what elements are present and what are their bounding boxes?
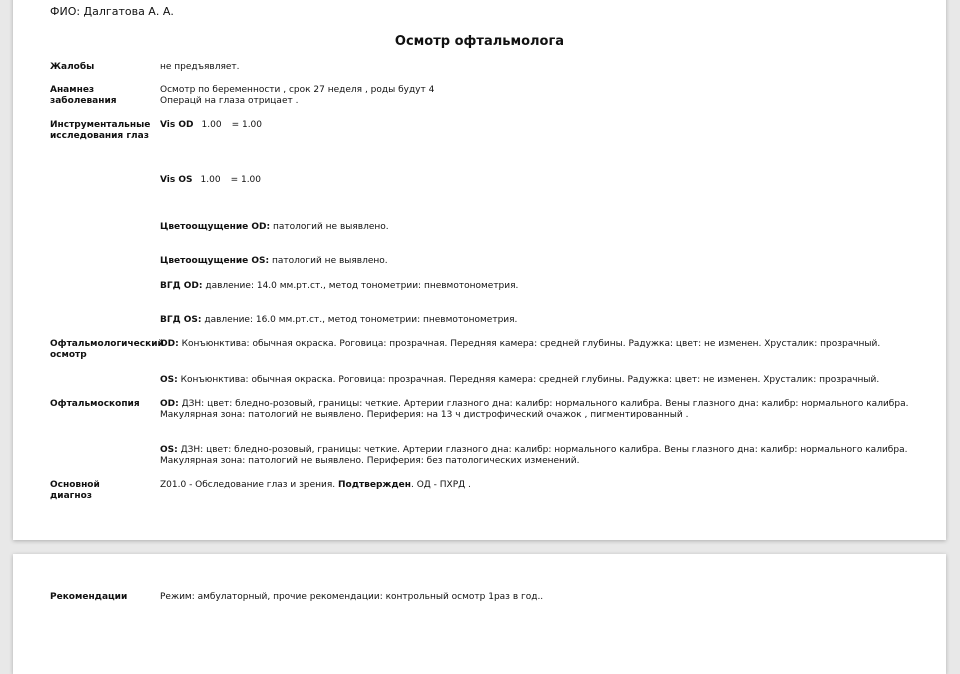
color-os — [160, 256, 920, 267]
anamnesis-line-1: Осмотр по беременности , срок 27 неделя , роды будут 4 — [160, 85, 435, 95]
ophthalmoscopy-os-line-1: ДЗН: цвет: бледно-розовый, границы: четкие. Артерии глазного дна: калибр: нормального калибра. Вены глазного дна: калибр: нормального калибра. — [180, 445, 908, 455]
ophthalmoscopy-od — [160, 399, 920, 421]
color-os-key: Цветоощущение OS: — [160, 256, 270, 266]
patient-name: ФИО: Далгатова А. А. — [50, 5, 174, 18]
vis-od-key: Vis OD — [160, 120, 194, 130]
vgd-od-value: давление: 14.0 мм.рт.ст., метод тонометрии: пневмотонометрия. — [205, 281, 519, 291]
document-page-1 — [13, 0, 946, 540]
color-od-key: Цветоощущение OD: — [160, 222, 271, 232]
vis-os — [160, 175, 920, 186]
anamnesis-value — [160, 85, 920, 107]
vis-od — [160, 120, 920, 131]
ophthalmoscopy-os — [160, 445, 920, 467]
ophthalmoscopy-od-line-2: Макулярная зона: патологий не выявлено. Периферия: на 13 ч дистрофический очажок , пигментированный . — [160, 410, 689, 420]
ophthalmoscopy-od-line-1: ДЗН: цвет: бледно-розовый, границы: четкие. Артерии глазного дна: калибр: нормального калибра. Вены глазного дна: калибр: нормального калибра. — [181, 399, 909, 409]
instrumental-label: Инструментальные исследования глаз — [50, 120, 151, 141]
vgd-os — [160, 315, 920, 326]
diagnosis-label: Основной диагноз — [50, 480, 100, 501]
document-page-2 — [13, 554, 946, 674]
ophthalmoscopy-os-line-2: Макулярная зона: патологий не выявлено. Периферия: без патологических изменений. — [160, 456, 580, 466]
exam-od-value: Конъюнктива: обычная окраска. Роговица: прозрачная. Передняя камера: средней глубины. Радужка: цвет: не изменен. Хрусталик: прозрачный. — [181, 339, 881, 349]
diagnosis-confirmed: Подтвержден — [337, 480, 411, 490]
exam-os-key: OS: — [160, 375, 178, 385]
vis-os-corrected: = 1.00 — [230, 175, 262, 185]
complaints-value: не предъявляет. — [160, 62, 240, 72]
complaints-label: Жалобы — [50, 62, 95, 72]
vgd-od-key: ВГД OD: — [160, 281, 203, 291]
vis-od-value: 1.00 — [201, 120, 222, 130]
exam-od-key: OD: — [160, 339, 179, 349]
vis-od-corrected: = 1.00 — [231, 120, 263, 130]
vgd-os-key: ВГД OS: — [160, 315, 202, 325]
color-od-value: патологий не выявлено. — [272, 222, 389, 232]
ophthalmoscopy-os-key: OS: — [160, 445, 178, 455]
vgd-os-value: давление: 16.0 мм.рт.ст., метод тонометрии: пневмотонометрия. — [204, 315, 518, 325]
recommendations-value: Режим: амбулаторный, прочие рекомендации: контрольный осмотр 1раз в год.. — [160, 592, 544, 602]
diagnosis-tail: . ОД - ПХРД . — [410, 480, 471, 490]
color-od — [160, 222, 920, 233]
color-os-value: патологий не выявлено. — [271, 256, 388, 266]
anamnesis-label: Анамнез заболевания — [50, 85, 117, 106]
diagnosis-code: Z01.0 - Обследование глаз и зрения. — [160, 480, 338, 490]
ophthalmoscopy-od-key: OD: — [160, 399, 179, 409]
ophthalmoscopy-label: Офтальмоскопия — [50, 399, 140, 409]
anamnesis-line-2: Операцй на глаза отрицает . — [160, 96, 299, 106]
exam-od — [160, 339, 920, 350]
exam-os-value: Конъюнктива: обычная окраска. Роговица: прозрачная. Передняя камера: средней глубины. Радужка: цвет: не изменен. Хрусталик: прозрачный. — [180, 375, 880, 385]
vis-os-key: Vis OS — [160, 175, 193, 185]
vgd-od — [160, 281, 920, 292]
recommendations-label: Рекомендации — [50, 592, 128, 602]
diagnosis-value — [160, 480, 920, 491]
exam-os — [160, 375, 920, 386]
vis-os-value: 1.00 — [200, 175, 221, 185]
document-title: Осмотр офтальмолога — [394, 34, 565, 49]
ophthalmologic-exam-label: Офтальмологический осмотр — [50, 339, 164, 360]
